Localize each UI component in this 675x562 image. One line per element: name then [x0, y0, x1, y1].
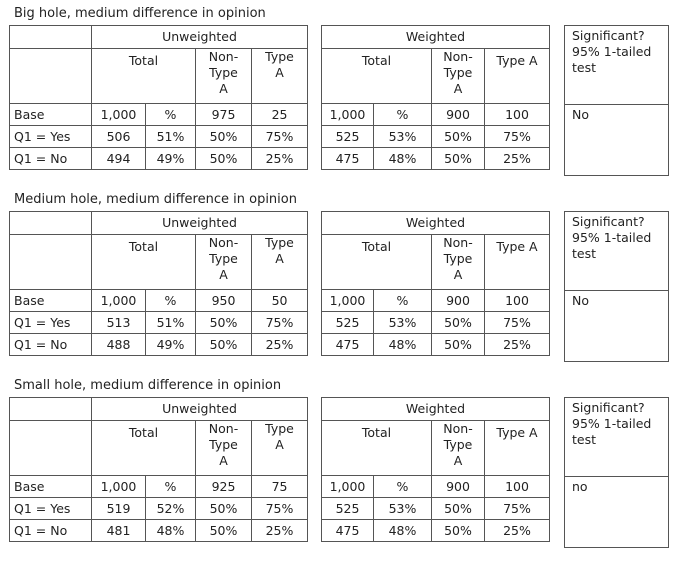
row-label: Base	[10, 290, 92, 312]
type-a-value: 25%	[485, 334, 550, 356]
table-row	[10, 290, 308, 312]
row-label: Q1 = Yes	[10, 126, 92, 148]
total-percent: 51%	[146, 126, 196, 148]
significance-header	[565, 26, 669, 105]
table-row	[322, 104, 550, 126]
total-percent: %	[146, 290, 196, 312]
row-label: Q1 = No	[10, 148, 92, 170]
total-count: 475	[322, 334, 374, 356]
significance-result: No	[565, 291, 669, 362]
header-line: 95% 1-tailed	[572, 416, 652, 431]
table-row	[10, 148, 308, 170]
header-line: Type	[443, 251, 473, 266]
type-a-header: Type A	[485, 49, 550, 104]
section-title: Big hole, medium difference in opinion	[14, 6, 266, 21]
type-a-header: Type A	[485, 421, 550, 476]
header-line: Type	[265, 421, 294, 436]
header-line: A	[275, 65, 284, 80]
total-percent: %	[146, 104, 196, 126]
type-a-value: 75%	[485, 498, 550, 520]
type-a-value: 50	[252, 290, 308, 312]
type-a-header	[252, 421, 308, 476]
total-percent: 51%	[146, 312, 196, 334]
total-header: Total	[92, 421, 196, 476]
table-row	[10, 104, 308, 126]
table-section	[0, 4, 675, 190]
type-a-value: 25	[252, 104, 308, 126]
total-header: Total	[322, 49, 432, 104]
row-label: Q1 = Yes	[10, 312, 92, 334]
non-type-a-value: 50%	[196, 126, 252, 148]
header-line: Type	[209, 65, 238, 80]
header-line: Type	[209, 437, 238, 452]
non-type-a-header	[196, 235, 252, 290]
header-line: Type	[209, 251, 238, 266]
type-a-value: 75	[252, 476, 308, 498]
non-type-a-value: 50%	[432, 312, 485, 334]
total-percent: 53%	[374, 498, 432, 520]
non-type-a-value: 950	[196, 290, 252, 312]
header-line: Type	[265, 49, 294, 64]
unweighted-table	[9, 25, 308, 170]
total-percent: %	[374, 104, 432, 126]
total-percent: 53%	[374, 126, 432, 148]
non-type-a-header	[432, 421, 485, 476]
non-type-a-value: 50%	[432, 498, 485, 520]
unweighted-table	[9, 211, 308, 356]
section-title: Medium hole, medium difference in opinion	[14, 192, 297, 207]
total-count: 1,000	[322, 290, 374, 312]
total-count: 481	[92, 520, 146, 542]
type-a-value: 75%	[252, 126, 308, 148]
non-type-a-header	[432, 49, 485, 104]
header-line: A	[453, 267, 463, 282]
significance-header	[565, 398, 669, 477]
total-count: 1,000	[322, 104, 374, 126]
table-row	[10, 126, 308, 148]
non-type-a-value: 50%	[432, 126, 485, 148]
total-count: 475	[322, 148, 374, 170]
header-line: Non-	[208, 49, 239, 64]
non-type-a-value: 50%	[432, 520, 485, 542]
non-type-a-value: 50%	[432, 148, 485, 170]
total-percent: %	[374, 476, 432, 498]
total-percent: 48%	[374, 520, 432, 542]
table-row	[10, 334, 308, 356]
non-type-a-value: 975	[196, 104, 252, 126]
weighted-table	[321, 211, 550, 356]
significance-header	[565, 212, 669, 291]
header-line: Type	[443, 437, 473, 452]
total-header: Total	[322, 235, 432, 290]
total-count: 1,000	[92, 104, 146, 126]
significance-table	[564, 211, 669, 362]
table-row	[322, 312, 550, 334]
header-line: Non-	[443, 49, 473, 64]
total-count: 1,000	[322, 476, 374, 498]
unweighted-header: Unweighted	[92, 212, 308, 235]
header-line: A	[275, 251, 284, 266]
non-type-a-header	[196, 49, 252, 104]
significance-result: No	[565, 105, 669, 176]
total-percent: 48%	[374, 148, 432, 170]
table-row	[322, 476, 550, 498]
total-percent: 48%	[146, 520, 196, 542]
total-percent: 52%	[146, 498, 196, 520]
table-row	[10, 476, 308, 498]
total-percent: %	[374, 290, 432, 312]
header-line: Type	[443, 65, 473, 80]
non-type-a-value: 50%	[196, 334, 252, 356]
unweighted-header: Unweighted	[92, 26, 308, 49]
header-line: A	[219, 267, 228, 282]
total-header: Total	[92, 49, 196, 104]
header-line: Significant?	[572, 28, 645, 43]
header-line: A	[453, 81, 463, 96]
total-count: 475	[322, 520, 374, 542]
row-label: Base	[10, 104, 92, 126]
type-a-value: 75%	[252, 498, 308, 520]
header-line: A	[219, 81, 228, 96]
type-a-value: 75%	[252, 312, 308, 334]
type-a-value: 75%	[485, 126, 550, 148]
header-line: Non-	[208, 235, 239, 250]
total-percent: 49%	[146, 148, 196, 170]
significance-result: no	[565, 477, 669, 548]
row-label: Q1 = No	[10, 520, 92, 542]
table-row	[322, 126, 550, 148]
non-type-a-value: 50%	[196, 520, 252, 542]
total-count: 1,000	[92, 476, 146, 498]
header-line: 95% 1-tailed	[572, 44, 652, 59]
table-section	[0, 190, 675, 376]
type-a-value: 100	[485, 476, 550, 498]
header-line: test	[572, 60, 597, 75]
type-a-header	[252, 235, 308, 290]
type-a-value: 100	[485, 290, 550, 312]
header-line: A	[453, 453, 463, 468]
header-line: Type	[265, 235, 294, 250]
table-row	[322, 334, 550, 356]
row-label: Q1 = No	[10, 334, 92, 356]
total-count: 519	[92, 498, 146, 520]
total-count: 525	[322, 126, 374, 148]
weighted-table	[321, 397, 550, 542]
header-line: test	[572, 246, 597, 261]
table-row	[322, 520, 550, 542]
non-type-a-header	[196, 421, 252, 476]
non-type-a-value: 925	[196, 476, 252, 498]
non-type-a-value: 900	[432, 476, 485, 498]
header-line: Non-	[443, 421, 473, 436]
non-type-a-value: 50%	[196, 148, 252, 170]
table-row	[10, 498, 308, 520]
table-row	[10, 520, 308, 542]
table-section	[0, 376, 675, 562]
unweighted-table	[9, 397, 308, 542]
total-percent: 53%	[374, 312, 432, 334]
total-count: 1,000	[92, 290, 146, 312]
type-a-header: Type A	[485, 235, 550, 290]
total-percent: 49%	[146, 334, 196, 356]
total-count: 506	[92, 126, 146, 148]
weighted-header: Weighted	[322, 398, 550, 421]
row-label: Q1 = Yes	[10, 498, 92, 520]
type-a-value: 25%	[485, 148, 550, 170]
type-a-value: 100	[485, 104, 550, 126]
non-type-a-value: 50%	[196, 498, 252, 520]
type-a-header	[252, 49, 308, 104]
non-type-a-value: 50%	[196, 312, 252, 334]
weighted-header: Weighted	[322, 26, 550, 49]
table-row	[10, 312, 308, 334]
total-count: 494	[92, 148, 146, 170]
significance-table	[564, 397, 669, 548]
header-line: Non-	[208, 421, 239, 436]
type-a-value: 25%	[252, 148, 308, 170]
table-row	[322, 148, 550, 170]
total-count: 488	[92, 334, 146, 356]
table-row	[322, 290, 550, 312]
total-percent: 48%	[374, 334, 432, 356]
total-header: Total	[322, 421, 432, 476]
total-count: 513	[92, 312, 146, 334]
type-a-value: 25%	[252, 520, 308, 542]
total-count: 525	[322, 312, 374, 334]
weighted-header: Weighted	[322, 212, 550, 235]
type-a-value: 25%	[485, 520, 550, 542]
total-header: Total	[92, 235, 196, 290]
weighted-table	[321, 25, 550, 170]
table-row	[322, 498, 550, 520]
non-type-a-value: 50%	[432, 334, 485, 356]
type-a-value: 75%	[485, 312, 550, 334]
header-line: test	[572, 432, 597, 447]
header-line: A	[275, 437, 284, 452]
header-line: 95% 1-tailed	[572, 230, 652, 245]
total-count: 525	[322, 498, 374, 520]
non-type-a-header	[432, 235, 485, 290]
significance-table	[564, 25, 669, 176]
header-line: Significant?	[572, 214, 645, 229]
header-line: Non-	[443, 235, 473, 250]
section-title: Small hole, medium difference in opinion	[14, 378, 282, 393]
type-a-value: 25%	[252, 334, 308, 356]
row-label: Base	[10, 476, 92, 498]
unweighted-header: Unweighted	[92, 398, 308, 421]
header-line: A	[219, 453, 228, 468]
total-percent: %	[146, 476, 196, 498]
header-line: Significant?	[572, 400, 645, 415]
non-type-a-value: 900	[432, 104, 485, 126]
non-type-a-value: 900	[432, 290, 485, 312]
